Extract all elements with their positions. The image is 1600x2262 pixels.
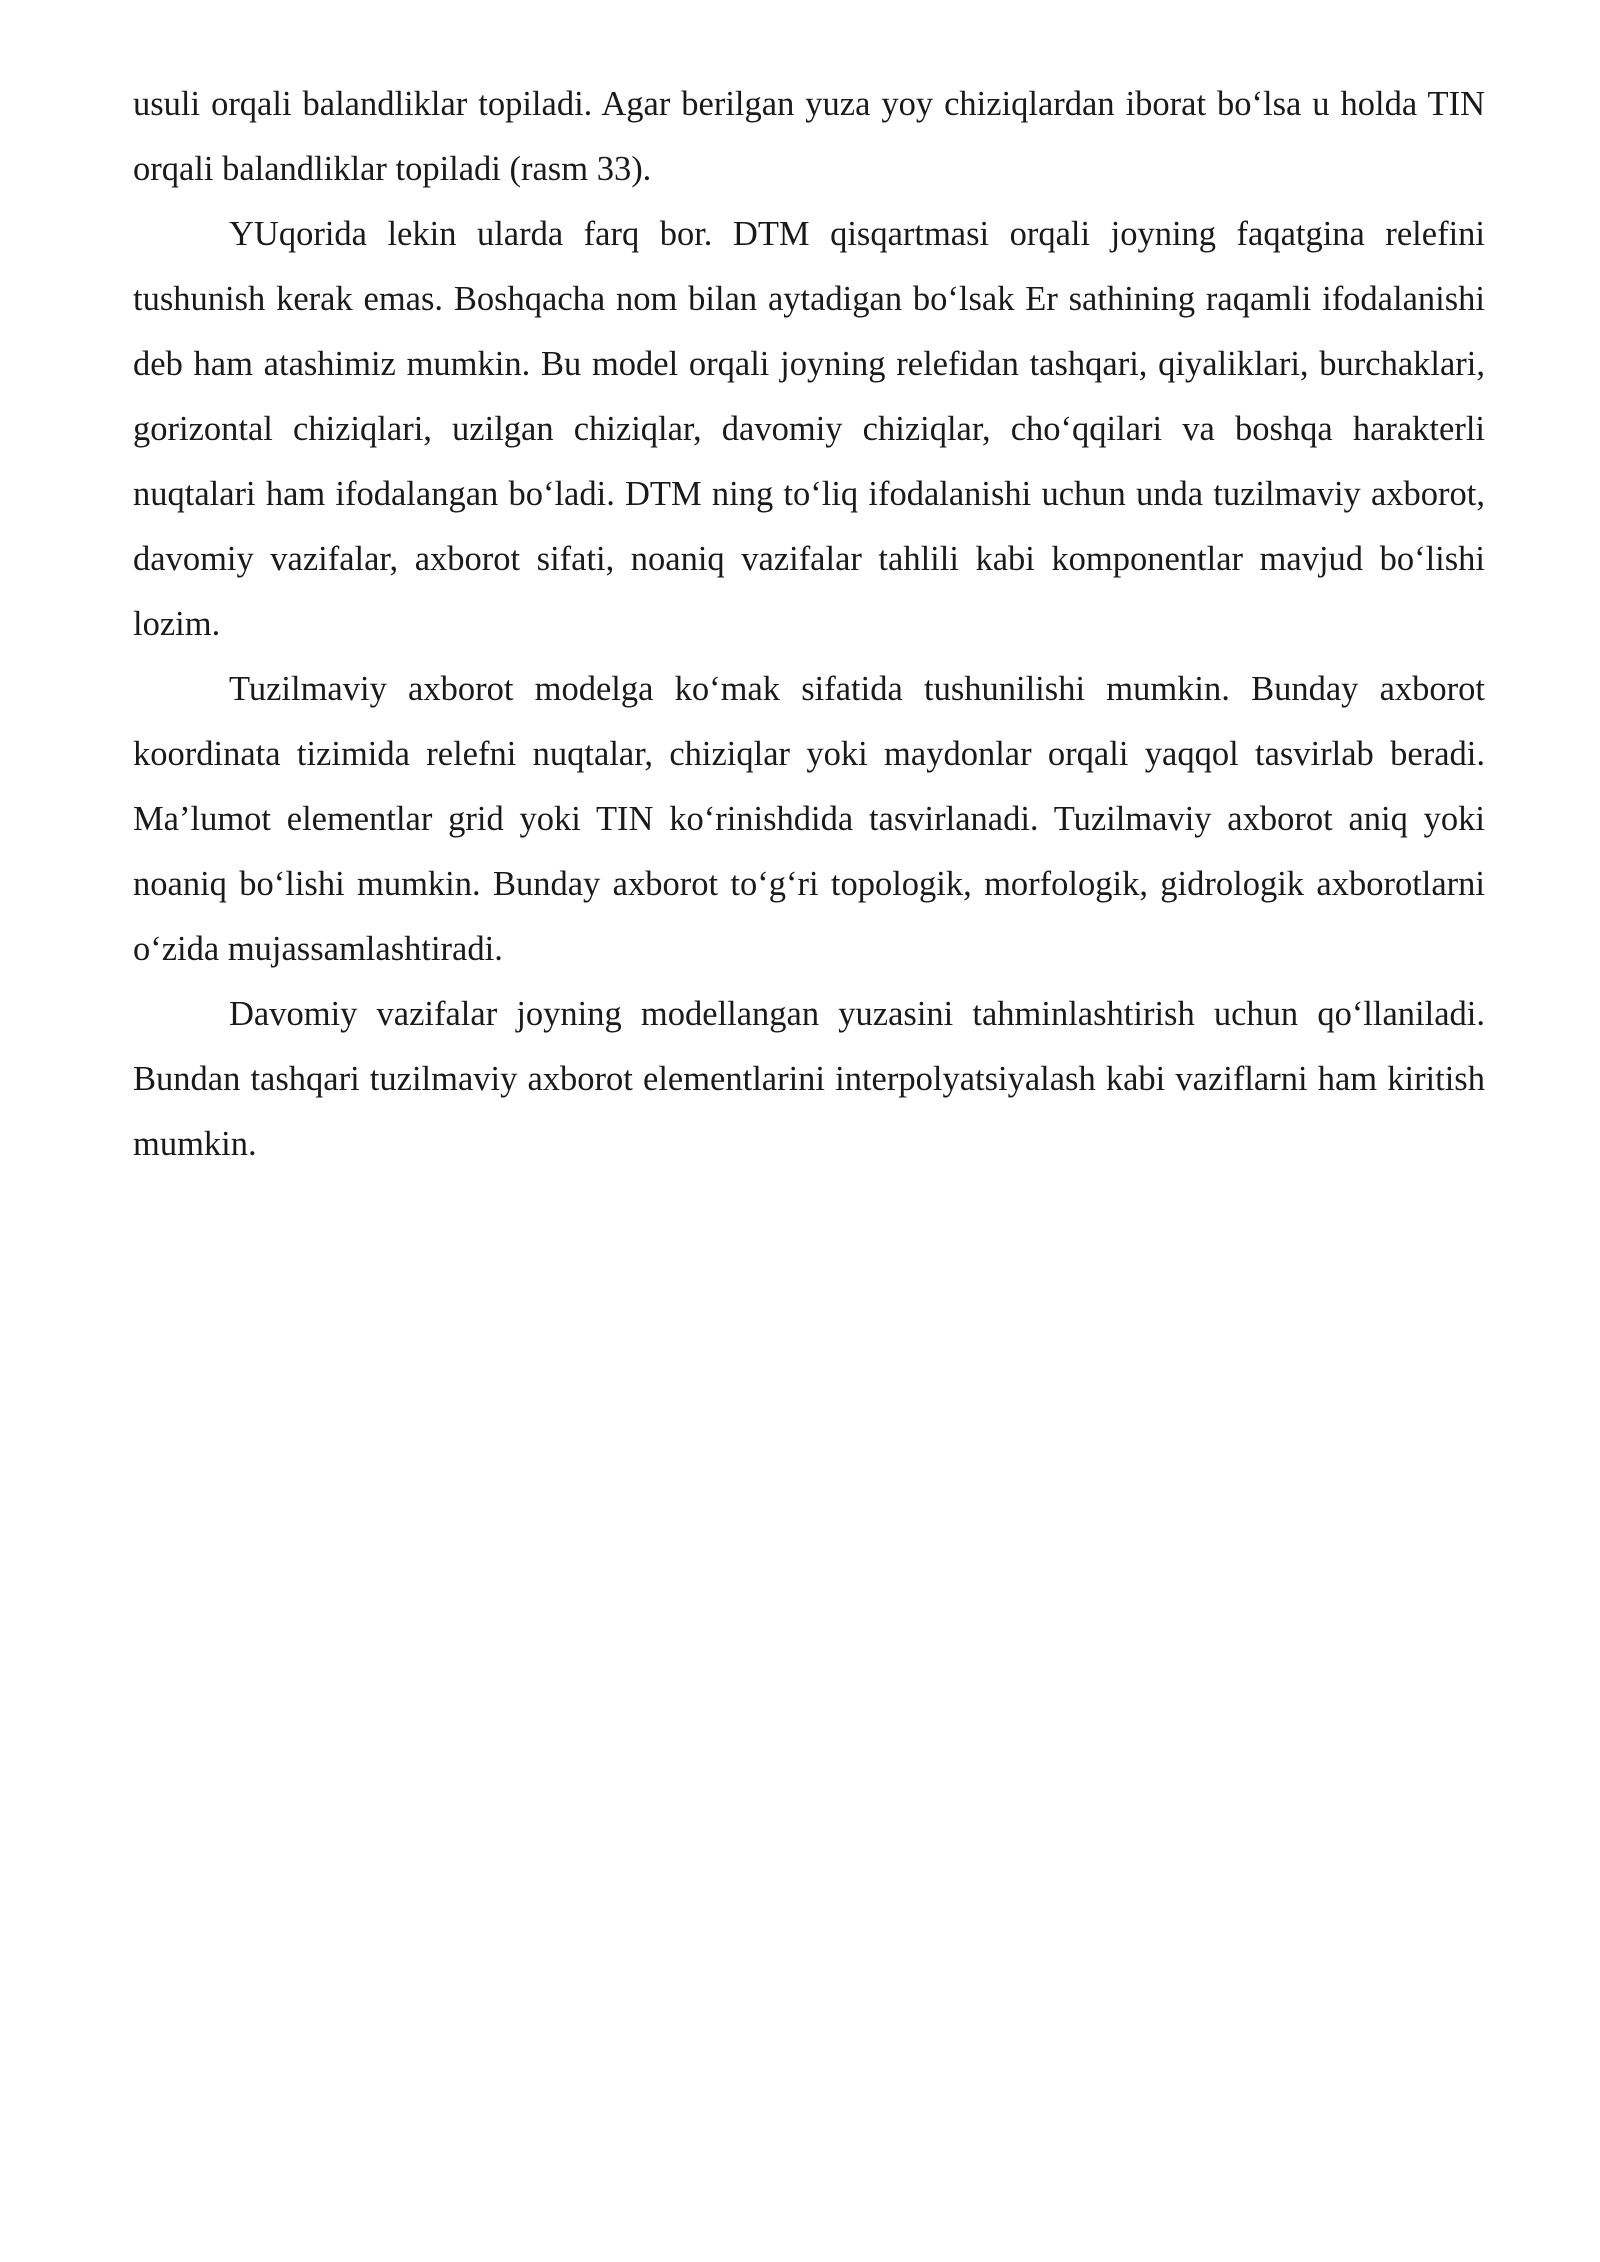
paragraph-2: YUqorida lekin ularda farq bor. DTM qisqartmasi orqali joyning faqatgina relefini tushunish kerak emas. Boshqacha nom bilan aytadigan bo‘lsak Er sathining raqamli ifodalanishi deb ham atashimiz mumkin. Bu model orqali joyning relefidan tashqari, qiyaliklari, burchaklari, gorizontal chiziqlari, uzilgan chiziqlar, davomiy chiziqlar, cho‘qqilari va boshqa harakterli nuqtalari ham ifodalangan bo‘ladi. DTM ning to‘liq ifodalanishi uchun unda tuzilmaviy axborot, davomiy vazifalar, axborot sifati, noaniq vazifalar tahlili kabi komponentlar mavjud bo‘lishi lozim. (133, 215, 1485, 643)
paragraph-1: usuli orqali balandliklar topiladi. Agar berilgan yuza yoy chiziqlardan iborat bo‘lsa u holda TIN orqali balandliklar topiladi (rasm 33). (133, 85, 1485, 188)
paragraph-4: Davomiy vazifalar joyning modellangan yuzasini tahminlashtirish uchun qo‘llaniladi. Bundan tashqari tuzilmaviy axborot elementlarini interpolyatsiyalash kabi vaziflarni ham kiritish mumkin. (133, 995, 1485, 1163)
document-body (133, 72, 1485, 1177)
paragraph-3: Tuzilmaviy axborot modelga ko‘mak sifatida tushunilishi mumkin. Bunday axborot koordinata tizimida relefni nuqtalar, chiziqlar yoki maydonlar orqali yaqqol tasvirlab beradi. Ma’lumot elementlar grid yoki TIN ko‘rinishdida tasvirlanadi. Tuzilmaviy axborot aniq yoki noaniq bo‘lishi mumkin. Bunday axborot to‘g‘ri topologik, morfologik, gidrologik axborotlarni o‘zida mujassamlashtiradi. (133, 670, 1485, 968)
